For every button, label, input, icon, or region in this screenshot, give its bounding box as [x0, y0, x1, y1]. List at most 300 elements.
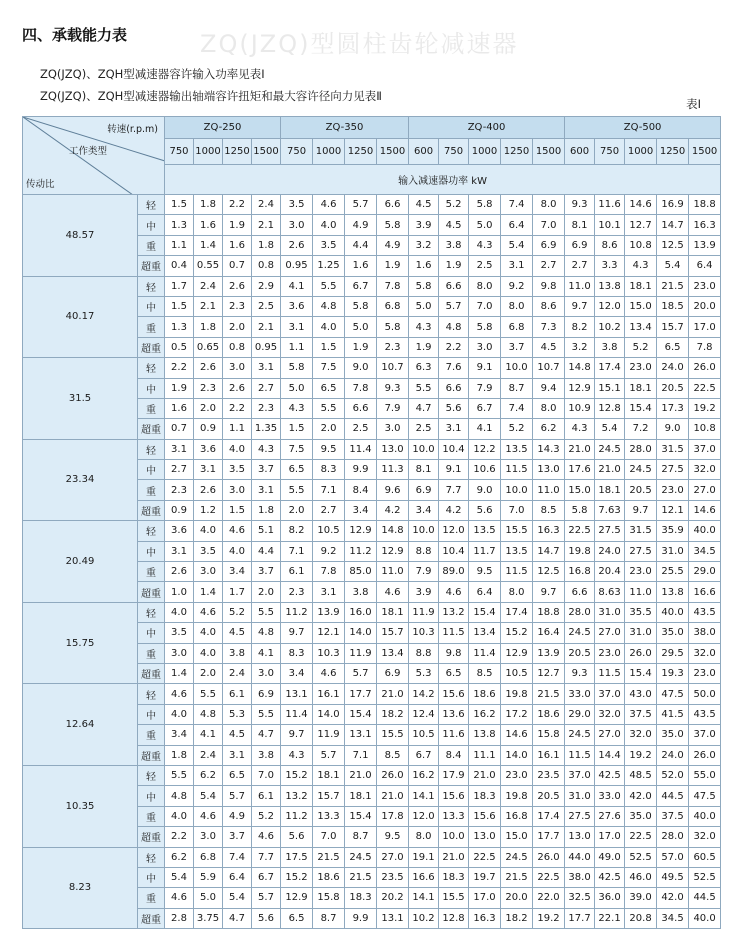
work-type-cell: 超重 [138, 500, 165, 520]
power-value-cell: 22.5 [533, 867, 565, 887]
power-value-cell: 50.0 [689, 684, 721, 704]
power-value-cell: 43.5 [689, 602, 721, 622]
power-value-cell: 6.8 [194, 847, 223, 867]
power-value-cell: 3.4 [165, 725, 194, 745]
power-value-cell: 9.3 [565, 195, 595, 215]
power-value-cell: 3.9 [409, 215, 439, 235]
power-value-cell: 2.3 [165, 480, 194, 500]
power-value-cell: 3.6 [281, 296, 313, 316]
power-value-cell: 3.0 [165, 643, 194, 663]
power-value-cell: 10.0 [409, 521, 439, 541]
power-value-cell: 18.2 [501, 908, 533, 928]
power-value-cell: 1.8 [194, 317, 223, 337]
power-value-cell: 11.2 [281, 806, 313, 826]
work-type-header-label: 工作类型 [69, 146, 108, 157]
power-value-cell: 2.3 [377, 337, 409, 357]
power-value-cell: 3.3 [595, 256, 625, 276]
power-value-cell: 9.9 [345, 460, 377, 480]
power-value-cell: 23.0 [625, 562, 657, 582]
power-value-cell: 9.3 [565, 663, 595, 683]
power-value-cell: 8.2 [565, 317, 595, 337]
work-type-cell: 中 [138, 867, 165, 887]
power-value-cell: 4.6 [194, 602, 223, 622]
power-value-cell: 23.0 [625, 358, 657, 378]
power-value-cell: 10.9 [565, 398, 595, 418]
power-value-cell: 12.9 [501, 643, 533, 663]
power-value-cell: 4.1 [252, 643, 281, 663]
power-value-cell: 11.0 [377, 562, 409, 582]
power-value-cell: 3.0 [469, 337, 501, 357]
speed-header-cell: 750 [595, 139, 625, 165]
power-value-cell: 2.6 [223, 276, 252, 296]
power-value-cell: 5.3 [409, 663, 439, 683]
power-value-cell: 3.5 [194, 541, 223, 561]
power-value-cell: 8.63 [595, 582, 625, 602]
power-value-cell: 0.5 [165, 337, 194, 357]
power-value-cell: 6.6 [345, 398, 377, 418]
power-value-cell: 27.5 [565, 806, 595, 826]
power-value-cell: 8.7 [501, 378, 533, 398]
power-value-cell: 8.7 [313, 908, 345, 928]
power-value-cell: 24.5 [565, 725, 595, 745]
table-row [23, 358, 721, 378]
power-value-cell: 0.7 [165, 419, 194, 439]
power-value-cell: 19.7 [469, 867, 501, 887]
ratio-cell: 8.23 [23, 847, 138, 929]
power-value-cell: 4.8 [165, 786, 194, 806]
work-type-cell: 中 [138, 623, 165, 643]
power-value-cell: 13.6 [439, 704, 469, 724]
power-value-cell: 6.9 [533, 235, 565, 255]
power-value-cell: 38.0 [689, 623, 721, 643]
power-value-cell: 11.4 [345, 439, 377, 459]
power-value-cell: 3.8 [595, 337, 625, 357]
power-value-cell: 1.1 [165, 235, 194, 255]
power-value-cell: 19.8 [565, 541, 595, 561]
power-value-cell: 3.8 [252, 745, 281, 765]
power-value-cell: 4.0 [313, 215, 345, 235]
power-value-cell: 33.0 [595, 786, 625, 806]
work-type-cell: 超重 [138, 419, 165, 439]
power-value-cell: 13.5 [501, 439, 533, 459]
table-corner-header [23, 117, 165, 195]
subtitle-torque-radial-force: ZQ(JZQ)、ZQH型减速器输出轴端容许扭矩和最大容许径向力见表Ⅱ [40, 89, 382, 103]
power-value-cell: 17.2 [501, 704, 533, 724]
power-value-cell: 7.8 [689, 337, 721, 357]
power-value-cell: 8.0 [533, 398, 565, 418]
power-value-cell: 6.1 [223, 684, 252, 704]
power-value-cell: 1.4 [194, 235, 223, 255]
power-value-cell: 17.4 [533, 806, 565, 826]
power-value-cell: 29.5 [657, 643, 689, 663]
table-row [23, 439, 721, 459]
power-value-cell: 1.1 [281, 337, 313, 357]
ratio-cell: 31.5 [23, 358, 138, 440]
power-value-cell: 5.5 [165, 765, 194, 785]
power-value-cell: 27.0 [377, 847, 409, 867]
power-value-cell: 37.0 [689, 725, 721, 745]
power-value-cell: 15.8 [313, 888, 345, 908]
power-value-cell: 12.7 [533, 663, 565, 683]
power-value-cell: 3.0 [194, 827, 223, 847]
series-header-zq-350: ZQ-350 [281, 117, 409, 139]
power-value-cell: 14.6 [501, 725, 533, 745]
power-value-cell: 1.5 [313, 337, 345, 357]
work-type-cell: 重 [138, 888, 165, 908]
power-value-cell: 16.9 [657, 195, 689, 215]
power-value-cell: 9.8 [533, 276, 565, 296]
power-value-cell: 6.8 [501, 317, 533, 337]
power-value-cell: 5.4 [595, 419, 625, 439]
power-value-cell: 10.5 [409, 725, 439, 745]
power-value-cell: 48.5 [625, 765, 657, 785]
power-value-cell: 16.6 [689, 582, 721, 602]
work-type-cell: 重 [138, 480, 165, 500]
power-value-cell: 5.4 [501, 235, 533, 255]
power-value-cell: 5.8 [469, 195, 501, 215]
power-value-cell: 6.8 [377, 296, 409, 316]
power-value-cell: 5.2 [252, 806, 281, 826]
power-value-cell: 47.5 [657, 684, 689, 704]
power-value-cell: 17.7 [565, 908, 595, 928]
power-value-cell: 6.7 [252, 867, 281, 887]
power-value-cell: 13.1 [345, 725, 377, 745]
power-value-cell: 2.2 [223, 398, 252, 418]
power-value-cell: 13.0 [533, 460, 565, 480]
power-value-cell: 11.6 [439, 725, 469, 745]
speed-header-cell: 750 [281, 139, 313, 165]
power-value-cell: 4.6 [223, 521, 252, 541]
power-value-cell: 1.25 [313, 256, 345, 276]
power-value-cell: 2.2 [223, 195, 252, 215]
power-value-cell: 4.0 [194, 521, 223, 541]
power-value-cell: 9.1 [469, 358, 501, 378]
power-value-cell: 1.9 [439, 256, 469, 276]
power-value-cell: 11.1 [469, 745, 501, 765]
power-value-cell: 14.0 [313, 704, 345, 724]
table-row [23, 276, 721, 296]
power-value-cell: 12.9 [345, 521, 377, 541]
table-row [23, 847, 721, 867]
power-value-cell: 16.8 [565, 562, 595, 582]
power-value-cell: 3.8 [345, 582, 377, 602]
power-value-cell: 35.0 [657, 725, 689, 745]
power-value-cell: 13.0 [565, 827, 595, 847]
power-value-cell: 8.5 [469, 663, 501, 683]
power-value-cell: 2.3 [223, 296, 252, 316]
work-type-cell: 重 [138, 235, 165, 255]
power-value-cell: 3.2 [565, 337, 595, 357]
power-value-cell: 6.6 [565, 582, 595, 602]
power-value-cell: 13.0 [377, 439, 409, 459]
power-value-cell: 10.4 [439, 439, 469, 459]
power-value-cell: 4.6 [439, 582, 469, 602]
power-value-cell: 12.1 [657, 500, 689, 520]
power-value-cell: 26.0 [533, 847, 565, 867]
power-value-cell: 24.5 [625, 460, 657, 480]
power-value-cell: 15.5 [377, 725, 409, 745]
power-value-cell: 3.0 [194, 562, 223, 582]
power-value-cell: 4.6 [165, 888, 194, 908]
power-value-cell: 9.6 [377, 480, 409, 500]
power-value-cell: 1.8 [252, 500, 281, 520]
power-value-cell: 4.4 [345, 235, 377, 255]
power-value-cell: 4.7 [223, 908, 252, 928]
power-value-cell: 6.6 [439, 378, 469, 398]
power-value-cell: 10.2 [595, 317, 625, 337]
power-value-cell: 3.1 [281, 317, 313, 337]
power-value-cell: 0.55 [194, 256, 223, 276]
power-value-cell: 2.4 [252, 195, 281, 215]
power-value-cell: 2.2 [439, 337, 469, 357]
speed-header-cell: 1500 [689, 139, 721, 165]
power-value-cell: 42.0 [625, 786, 657, 806]
power-value-cell: 32.0 [689, 827, 721, 847]
power-value-cell: 21.0 [377, 684, 409, 704]
power-value-cell: 38.0 [565, 867, 595, 887]
power-value-cell: 4.5 [223, 725, 252, 745]
power-value-cell: 2.6 [194, 480, 223, 500]
power-value-cell: 10.4 [439, 541, 469, 561]
table-row [23, 195, 721, 215]
power-value-cell: 18.1 [345, 786, 377, 806]
ratio-cell: 15.75 [23, 602, 138, 684]
power-value-cell: 13.2 [281, 786, 313, 806]
power-value-cell: 2.5 [409, 419, 439, 439]
power-value-cell: 2.7 [313, 500, 345, 520]
power-value-cell: 15.2 [501, 623, 533, 643]
power-value-cell: 27.0 [595, 623, 625, 643]
watermark-text: ZQ(JZQ)型圆柱齿轮减速器 [200, 30, 519, 58]
work-type-cell: 轻 [138, 276, 165, 296]
power-value-cell: 4.0 [165, 704, 194, 724]
power-value-cell: 21.0 [469, 765, 501, 785]
work-type-cell: 超重 [138, 663, 165, 683]
power-value-cell: 41.5 [657, 704, 689, 724]
power-value-cell: 1.5 [223, 500, 252, 520]
power-value-cell: 5.0 [469, 215, 501, 235]
power-value-cell: 5.2 [223, 602, 252, 622]
power-value-cell: 14.6 [689, 500, 721, 520]
power-value-cell: 3.7 [501, 337, 533, 357]
power-value-cell: 40.0 [657, 602, 689, 622]
power-value-cell: 10.5 [313, 521, 345, 541]
power-value-cell: 22.5 [625, 827, 657, 847]
power-value-cell: 29.0 [565, 704, 595, 724]
ratio-cell: 48.57 [23, 195, 138, 277]
power-value-cell: 37.5 [657, 806, 689, 826]
power-value-cell: 1.5 [165, 296, 194, 316]
power-value-cell: 15.4 [625, 663, 657, 683]
power-value-cell: 8.4 [345, 480, 377, 500]
table-row [23, 684, 721, 704]
power-value-cell: 55.0 [689, 765, 721, 785]
power-value-cell: 2.5 [252, 296, 281, 316]
power-value-cell: 16.3 [533, 521, 565, 541]
power-value-cell: 14.7 [533, 541, 565, 561]
power-value-cell: 32.5 [565, 888, 595, 908]
power-value-cell: 9.4 [533, 378, 565, 398]
power-value-cell: 20.5 [533, 786, 565, 806]
power-value-cell: 2.3 [252, 398, 281, 418]
speed-header-cell: 1250 [657, 139, 689, 165]
power-value-cell: 24.5 [345, 847, 377, 867]
power-value-cell: 17.8 [377, 806, 409, 826]
power-value-cell: 21.0 [345, 765, 377, 785]
power-value-cell: 7.8 [345, 378, 377, 398]
power-value-cell: 12.9 [281, 888, 313, 908]
work-type-cell: 轻 [138, 439, 165, 459]
power-value-cell: 32.0 [689, 460, 721, 480]
power-value-cell: 44.0 [565, 847, 595, 867]
power-value-cell: 4.6 [165, 684, 194, 704]
power-value-cell: 32.0 [595, 704, 625, 724]
power-value-cell: 40.0 [689, 521, 721, 541]
work-type-cell: 中 [138, 541, 165, 561]
power-value-cell: 6.9 [252, 684, 281, 704]
power-value-cell: 5.5 [194, 684, 223, 704]
power-value-cell: 8.4 [439, 745, 469, 765]
power-value-cell: 31.5 [625, 521, 657, 541]
power-value-cell: 7.5 [281, 439, 313, 459]
work-type-cell: 轻 [138, 358, 165, 378]
power-value-cell: 36.0 [595, 888, 625, 908]
power-value-cell: 3.4 [223, 562, 252, 582]
power-value-cell: 15.5 [439, 888, 469, 908]
power-value-cell: 13.2 [439, 602, 469, 622]
power-value-cell: 12.7 [625, 215, 657, 235]
work-type-cell: 轻 [138, 684, 165, 704]
power-value-cell: 16.2 [409, 765, 439, 785]
power-value-cell: 2.6 [165, 562, 194, 582]
power-value-cell: 3.5 [281, 195, 313, 215]
power-value-cell: 2.0 [194, 398, 223, 418]
power-value-cell: 15.8 [533, 725, 565, 745]
power-value-cell: 3.0 [223, 480, 252, 500]
speed-header-cell: 1000 [313, 139, 345, 165]
power-value-cell: 8.6 [595, 235, 625, 255]
power-value-cell: 4.9 [377, 235, 409, 255]
power-value-cell: 18.6 [533, 704, 565, 724]
power-value-cell: 25.5 [657, 562, 689, 582]
power-value-cell: 32.0 [689, 643, 721, 663]
power-value-cell: 5.6 [439, 398, 469, 418]
power-value-cell: 15.7 [657, 317, 689, 337]
speed-header-cell: 1000 [194, 139, 223, 165]
power-value-cell: 4.2 [439, 500, 469, 520]
power-value-cell: 3.9 [409, 582, 439, 602]
power-value-cell: 35.5 [625, 602, 657, 622]
speed-header-cell: 1250 [501, 139, 533, 165]
power-value-cell: 3.8 [223, 643, 252, 663]
power-value-cell: 2.0 [281, 500, 313, 520]
power-value-cell: 28.0 [565, 602, 595, 622]
power-value-cell: 2.6 [281, 235, 313, 255]
power-value-cell: 9.2 [313, 541, 345, 561]
power-value-cell: 4.3 [281, 745, 313, 765]
power-value-cell: 10.5 [501, 663, 533, 683]
power-value-cell: 16.0 [345, 602, 377, 622]
power-value-cell: 35.0 [625, 806, 657, 826]
power-value-cell: 5.8 [345, 296, 377, 316]
power-value-cell: 10.7 [377, 358, 409, 378]
power-value-cell: 3.5 [313, 235, 345, 255]
power-value-cell: 8.2 [281, 521, 313, 541]
power-value-cell: 34.5 [657, 908, 689, 928]
power-value-cell: 44.5 [689, 888, 721, 908]
power-value-cell: 15.0 [501, 827, 533, 847]
power-value-cell: 0.65 [194, 337, 223, 357]
power-value-cell: 5.5 [313, 276, 345, 296]
power-value-cell: 14.4 [595, 745, 625, 765]
speed-header-cell: 600 [409, 139, 439, 165]
power-value-cell: 10.0 [409, 439, 439, 459]
power-value-cell: 8.0 [501, 582, 533, 602]
power-value-cell: 2.4 [223, 663, 252, 683]
power-value-cell: 4.6 [313, 663, 345, 683]
power-value-cell: 5.7 [345, 195, 377, 215]
power-value-cell: 5.5 [409, 378, 439, 398]
power-value-cell: 21.5 [345, 867, 377, 887]
power-value-cell: 11.9 [313, 725, 345, 745]
power-value-cell: 52.5 [625, 847, 657, 867]
power-value-cell: 4.3 [469, 235, 501, 255]
table-row [23, 521, 721, 541]
power-value-cell: 9.9 [345, 908, 377, 928]
power-value-cell: 23.0 [689, 663, 721, 683]
power-value-cell: 3.1 [501, 256, 533, 276]
power-value-cell: 11.0 [565, 276, 595, 296]
power-value-cell: 6.2 [194, 765, 223, 785]
power-value-cell: 4.2 [377, 500, 409, 520]
power-value-cell: 40.0 [689, 908, 721, 928]
power-value-cell: 31.0 [595, 602, 625, 622]
power-value-cell: 17.4 [595, 358, 625, 378]
power-value-cell: 15.0 [625, 296, 657, 316]
power-value-cell: 4.9 [223, 806, 252, 826]
power-value-cell: 57.0 [657, 847, 689, 867]
power-value-cell: 0.9 [165, 500, 194, 520]
power-value-cell: 7.7 [252, 847, 281, 867]
speed-header-cell: 1250 [345, 139, 377, 165]
power-value-cell: 10.0 [501, 358, 533, 378]
power-value-cell: 24.0 [595, 541, 625, 561]
ratio-cell: 23.34 [23, 439, 138, 521]
power-value-cell: 5.7 [439, 296, 469, 316]
power-value-cell: 17.5 [281, 847, 313, 867]
power-value-cell: 13.3 [439, 806, 469, 826]
power-value-cell: 34.5 [689, 541, 721, 561]
power-value-cell: 14.1 [409, 888, 439, 908]
power-value-cell: 18.1 [625, 378, 657, 398]
power-value-cell: 2.3 [194, 378, 223, 398]
power-value-cell: 19.8 [501, 684, 533, 704]
power-value-cell: 17.9 [439, 765, 469, 785]
power-value-cell: 7.1 [313, 480, 345, 500]
ratio-cell: 12.64 [23, 684, 138, 766]
power-value-cell: 47.5 [689, 786, 721, 806]
power-value-cell: 24.5 [501, 847, 533, 867]
power-value-cell: 1.3 [165, 317, 194, 337]
speed-header-cell: 750 [165, 139, 194, 165]
speed-header-cell: 1500 [377, 139, 409, 165]
power-value-cell: 2.7 [252, 378, 281, 398]
table-row [23, 765, 721, 785]
subtitle-input-power: ZQ(JZQ)、ZQH型减速器容许输入功率见表Ⅰ [40, 67, 265, 81]
power-value-cell: 1.9 [377, 256, 409, 276]
power-value-cell: 37.0 [595, 684, 625, 704]
power-value-cell: 3.1 [194, 460, 223, 480]
